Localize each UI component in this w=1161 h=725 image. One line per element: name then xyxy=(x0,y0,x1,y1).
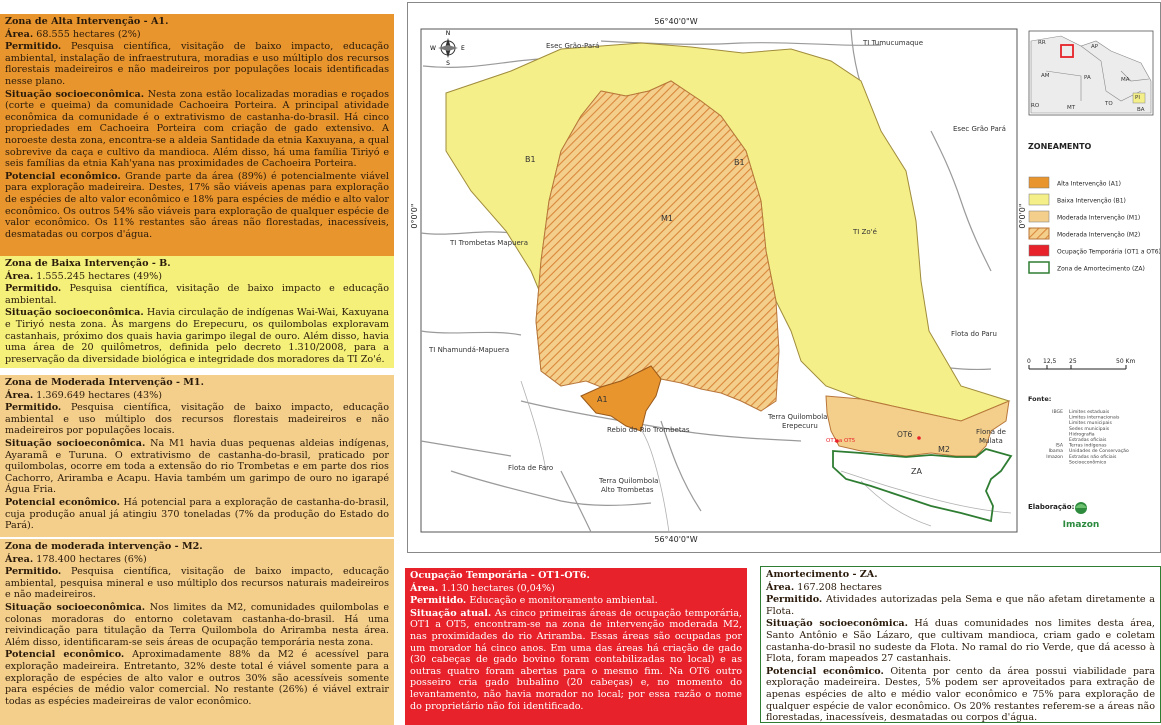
elaboracao-label: Elaboração: xyxy=(1028,503,1075,511)
legend-swatch-2 xyxy=(1029,211,1049,222)
situacao-text: Há duas comunidades nos limites desta área, Santo Antônio e São Lázaro, que cultivam mandioca, criam gado e coletam castanha-do-brasil no sudeste da Flota. No ramal do rio Verde, que dá acesso à Flota, foram mapeados 27 castanhais. xyxy=(766,618,1155,665)
fonte-item-0-0: Limites estaduais xyxy=(1069,410,1110,415)
fonte-org-0: IBGE xyxy=(1052,410,1063,415)
legend-label-0: Alta Intervenção (A1) xyxy=(1057,180,1121,188)
fonte-item-0-5: Estradas oficiais xyxy=(1069,438,1107,443)
fonte-item-2-0: Unidades de Conservação xyxy=(1069,449,1129,455)
label-tq-alto-line2: Alto Trombetas xyxy=(601,486,654,494)
situacao-label: Situação socioeconômica. xyxy=(5,88,145,100)
panel-title: Zona de Baixa Intervenção - B. xyxy=(5,258,171,269)
legend-label-2: Moderada Intervenção (M1) xyxy=(1057,214,1141,222)
map-svg xyxy=(408,3,1160,552)
compass-n: N xyxy=(445,30,451,37)
label-ti-tumucumaque: TI Tumucumaque xyxy=(863,39,924,47)
area-label: Área. xyxy=(5,270,34,282)
potencial-label: Potencial econômico. xyxy=(5,170,121,182)
permitido-label: Permitido. xyxy=(5,566,62,578)
label-tq-erepecuru-line1: Terra Quilombola xyxy=(768,413,828,421)
compass-e: E xyxy=(461,45,465,52)
area-value: 178.400 hectares (6%) xyxy=(36,553,147,565)
latitude-right-label: 0°0'0" xyxy=(1018,203,1027,229)
fonte-item-0-3: Sedes municipais xyxy=(1069,426,1110,432)
legend-swatch-1 xyxy=(1029,194,1049,205)
fonte-item-0-2: Limites municipais xyxy=(1069,421,1112,427)
panel-moderada-intervencao-m1 xyxy=(0,375,394,537)
scale-tick-3: 50 Km xyxy=(1116,358,1136,365)
label-b1-left: B1 xyxy=(525,155,536,164)
permitido-text: Pesquisa científica, visitação de baixo impacto, educação ambiental e uso múltiplo dos recursos florestais madeireiros e não madeireiros por populações locais. xyxy=(5,402,389,437)
inset-label-ma: MA xyxy=(1121,77,1130,83)
label-ot6: OT6 xyxy=(897,430,913,439)
fonte-item-3-1: Socioeconômico xyxy=(1069,460,1107,466)
panel-amortecimento xyxy=(760,566,1161,723)
label-tq-alto-line1: Terra Quilombola xyxy=(599,477,659,485)
panel-title: Zona de Alta Intervenção - A1. xyxy=(5,16,169,27)
legend-swatch-5 xyxy=(1029,262,1049,273)
panel-alta-intervencao xyxy=(0,14,394,256)
ot6-marker xyxy=(917,436,921,440)
area-label: Área. xyxy=(410,582,439,594)
label-terra-quilombola-alto xyxy=(598,477,658,494)
permitido-label: Permitido. xyxy=(5,402,62,414)
area-label: Área. xyxy=(766,581,795,593)
permitido-text: Atividades autorizadas pela Sema e que não afetam diretamente a Flota. xyxy=(766,594,1155,617)
legend-label-1: Baixa Intervenção (B1) xyxy=(1057,197,1126,205)
fonte-org-2: Ibama xyxy=(1048,449,1063,455)
potencial-text: Grande parte da área (89%) é potencialmente viável para exploração madeireira. Destes, 17% são viáveis apenas para exploração de espécies de alto valor econômico e 18% para espécies de médio e alto valor econômico. Os outros 54% são viáveis para exploração de qualquer espécie de valor econômico. Os 11% restantes são áreas não florestadas, inacessíveis, desmatadas ou corpos d'água. xyxy=(5,170,389,240)
legend-label-3: Moderada Intervenção (M2) xyxy=(1057,231,1141,239)
panel-title: Ocupação Temporária - OT1-OT6. xyxy=(410,570,590,581)
inset-label-ro: RO xyxy=(1031,103,1040,109)
fonte-item-0-1: Limites internacionais xyxy=(1069,415,1120,421)
inset-locator-map xyxy=(1029,31,1153,115)
label-flona-mulata xyxy=(976,428,1006,445)
situacao-label: Situação socioeconômica. xyxy=(5,307,144,319)
potencial-label: Potencial econômico. xyxy=(5,649,125,661)
area-value: 68.555 hectares (2%) xyxy=(36,28,141,40)
legend-label-4: Ocupação Temporária (OT1 a OT6) xyxy=(1057,248,1160,256)
potencial-text: Oitenta por cento da área possui viabilidade para exploração madeireira. Destes, 5% podem ser aproveitados para extração de apenas espécies de alto e médio valor econômico e 75% para exploração de qualquer espécie de valor econômico. Os 20% restantes referem-se a áreas não florestadas, inacessíveis, desmatadas ou corpos d'água. xyxy=(766,665,1155,723)
legend-swatch-4 xyxy=(1029,245,1049,256)
label-flona-mulata-line2: Mulata xyxy=(979,437,1003,445)
label-esec-grao-para-right: Esec Grão Pará xyxy=(953,125,1006,133)
label-m2: M2 xyxy=(938,445,950,454)
area-value: 1.369.649 hectares (43%) xyxy=(36,389,162,401)
legend-swatch-3 xyxy=(1029,228,1049,239)
scale-tick-2: 25 xyxy=(1069,358,1077,365)
fonte-org-3: Imazon xyxy=(1046,454,1063,460)
permitido-label: Permitido. xyxy=(766,594,823,606)
inset-label-pa: PA xyxy=(1084,75,1091,81)
label-tq-erepecuru-line2: Erepecuru xyxy=(782,422,818,430)
fonte-org-1: ISA xyxy=(1055,443,1063,449)
legend-title: ZONEAMENTO xyxy=(1028,142,1092,151)
area-label: Área. xyxy=(5,28,34,40)
panel-title: Amortecimento - ZA. xyxy=(766,569,878,580)
label-esec-grao-para-top: Esec Grão-Pará xyxy=(546,42,600,50)
inset-label-rr: RR xyxy=(1038,40,1046,46)
fonte-rows xyxy=(1046,409,1129,465)
permitido-text: Educação e monitoramento ambiental. xyxy=(469,595,658,607)
situacao-text: Nos limites da M2, comunidades quilombolas e colonas moradoras do entorno coletavam castanha-do-brasil. Há uma reivindicação para titulação da Terra Quilombola do Ariramba nesta área. Além disso, identificaram-se seis áreas de ocupação temporária nesta zona. xyxy=(5,601,389,648)
inset-label-mt: MT xyxy=(1067,105,1076,111)
scale-tick-0: 0 xyxy=(1027,358,1031,365)
permitido-label: Permitido. xyxy=(5,41,62,53)
area-value: 167.208 hectares xyxy=(797,581,882,593)
situacao-label: Situação socioeconômica. xyxy=(5,437,146,449)
legend-items xyxy=(1029,177,1160,273)
inset-label-pi: PI xyxy=(1135,95,1140,101)
inset-label-am: AM xyxy=(1041,73,1050,79)
compass-w: W xyxy=(430,45,436,52)
label-ti-zoe: TI Zo'é xyxy=(853,228,877,236)
panel-baixa-intervencao xyxy=(0,256,394,368)
label-ti-nhamunda-mapuera: TI Nhamundá-Mapuera xyxy=(429,346,510,354)
situacao-text: Na M1 havia duas pequenas aldeias indígenas, Ayaramã e Turuna. O extrativismo de castanha-do-brasil, praticado por quilombolas, ocorre em toda a extensão do rio Trombetas e em parte dos rios Cachorro, Ariramba e Acapu. Havia também um garimpo de ouro no igarapé Água Fria. xyxy=(5,437,389,496)
area-label: Área. xyxy=(5,389,34,401)
map-sources xyxy=(1028,395,1129,465)
potencial-label: Potencial econômico. xyxy=(766,665,884,677)
label-za: ZA xyxy=(911,467,922,476)
fonte-item-0-4: Hidrografia xyxy=(1069,432,1095,438)
panel-moderada-intervencao-m2 xyxy=(0,539,394,725)
fonte-item-3-0: Estradas não oficiais xyxy=(1069,454,1117,460)
map-legend xyxy=(1028,142,1160,273)
permitido-text: Pesquisa científica, visitação de baixo impacto, educação ambiental, pesquisa mineral e uso múltiplo dos recursos naturais madeireiros e não madeireiros. xyxy=(5,566,389,601)
scale-tick-1: 12,5 xyxy=(1043,358,1057,365)
legend-swatch-0 xyxy=(1029,177,1049,188)
situacao-label: Situação socioeconômica. xyxy=(5,601,146,613)
fonte-item-1-0: Terras indígenas xyxy=(1069,443,1107,449)
zoning-map xyxy=(407,2,1161,553)
permitido-text: Pesquisa científica, visitação de baixo impacto, educação ambiental, instalação de infraestrutura, moradias e uso múltiplo dos recursos florestais madeireiros e não madeireiros por populações locais identificadas nesse plano. xyxy=(5,41,389,87)
compass-s: S xyxy=(446,60,450,67)
label-ti-trombetas-mapuera: TI Trombetas Mapuera xyxy=(450,239,528,247)
label-ot1-ot5: OT1 a OT5 xyxy=(826,438,856,444)
potencial-label: Potencial econômico. xyxy=(5,496,120,508)
label-flota-faro: Flota de Faro xyxy=(508,464,554,472)
area-label: Área. xyxy=(5,553,34,565)
area-value: 1.555.245 hectares (49%) xyxy=(36,270,162,282)
longitude-top-label: 56°40'0"W xyxy=(654,17,698,26)
situacao-text: Nesta zona estão localizadas moradias e roçados (corte e queima) da comunidade Cachoeira Porteira. A principal atividade econômica da comunidade é o extrativismo de castanha-do-brasil. Há cinco propriedades em Cachoeira Porteira com criação de gado extensivo. A noroeste desta zona, encontra-se a aldeia Santidade da etnia Kaxuyana, a qual sobrevive da caça e cultivo da mandioca. Além disso, há uma família Tiriyó e seis famílias da etnia Kah'yana nas proximidades de Cachoeira Porteira. xyxy=(5,88,389,170)
fonte-title: Fonte: xyxy=(1028,395,1052,403)
situacao-label: Situação socioeconômica. xyxy=(766,618,908,630)
potencial-text: Aproximadamente 88% da M2 é acessível para exploração madeireira. Entretanto, 32% deste total é viável somente para a exploração de espécies de alto valor e outros 30% são acessíveis somente para espécies de médio valor comercial. No restante (26%) é viável extrair todas as espécies madeireiras de valor econômico. xyxy=(5,649,389,707)
situacao-text: Havia circulação de indígenas Wai-Wai, Kaxuyana e Tiriyó nesta zona. Às margens do Erepecuru, os quilombolas exploravam castanhais, próximo dos quais havia garimpo ilegal de ouro. Além disso, havia uma área de 20 quilômetros, definida pelo decreto 1.310/2008, para a preservação da diversidade biológica e integridade dos moradores da TI Zo'é. xyxy=(5,307,389,365)
situacao-text: As cinco primeiras áreas de ocupação temporária, OT1 a OT5, encontram-se na zona de intervenção moderada M2, nas proximidades do rio Ariramba. Essas áreas são ocupadas por um morador há cinco anos. Em uma das áreas há criação de gado (30 cabeças de gado bovino foram contabilizadas no local) e as outras quatro foram abertas para o mesmo fim. Na OT6 outro posseiro cria gado bubalino (20 cabeças) e, no momento do levantamento, não havia morador no local; por essa razão o nome do proprietário não foi identificado. xyxy=(410,607,742,712)
area-value: 1.130 hectares (0,04%) xyxy=(441,582,555,594)
panel-title: Zona de moderada intervenção - M2. xyxy=(5,541,203,552)
label-m1: M1 xyxy=(661,214,673,223)
inset-label-to: TO xyxy=(1105,101,1113,107)
situacao-label: Situação atual. xyxy=(410,607,492,619)
panel-ocupacao-temporaria xyxy=(405,568,747,725)
label-flota-paru: Flota do Paru xyxy=(951,330,997,338)
panel-title: Zona de Moderada Intervenção - M1. xyxy=(5,377,204,388)
latitude-left-label: 0°0'0" xyxy=(410,203,419,229)
scale-bar xyxy=(1027,358,1135,369)
label-rebio: Rebio do Rio Trombetas xyxy=(607,426,690,434)
legend-label-5: Zona de Amortecimento (ZA) xyxy=(1057,265,1145,273)
inset-label-ba: BA xyxy=(1137,107,1145,113)
permitido-text: Pesquisa científica, visitação de baixo impacto e educação ambiental. xyxy=(5,283,389,306)
potencial-text: Há potencial para a exploração de castanha-do-brasil, cuja produção anual já atingiu 370 toneladas (7% da produção do Estado do Pará). xyxy=(5,496,389,532)
logo-text: Imazon xyxy=(1062,520,1100,530)
label-b1-right: B1 xyxy=(734,158,745,167)
permitido-label: Permitido. xyxy=(5,283,62,295)
label-flona-mulata-line1: Flona de xyxy=(976,428,1006,436)
permitido-label: Permitido. xyxy=(410,595,467,607)
label-a1: A1 xyxy=(597,395,608,404)
inset-label-ap: AP xyxy=(1091,44,1099,50)
longitude-bottom-label: 56°40'0"W xyxy=(654,535,698,544)
